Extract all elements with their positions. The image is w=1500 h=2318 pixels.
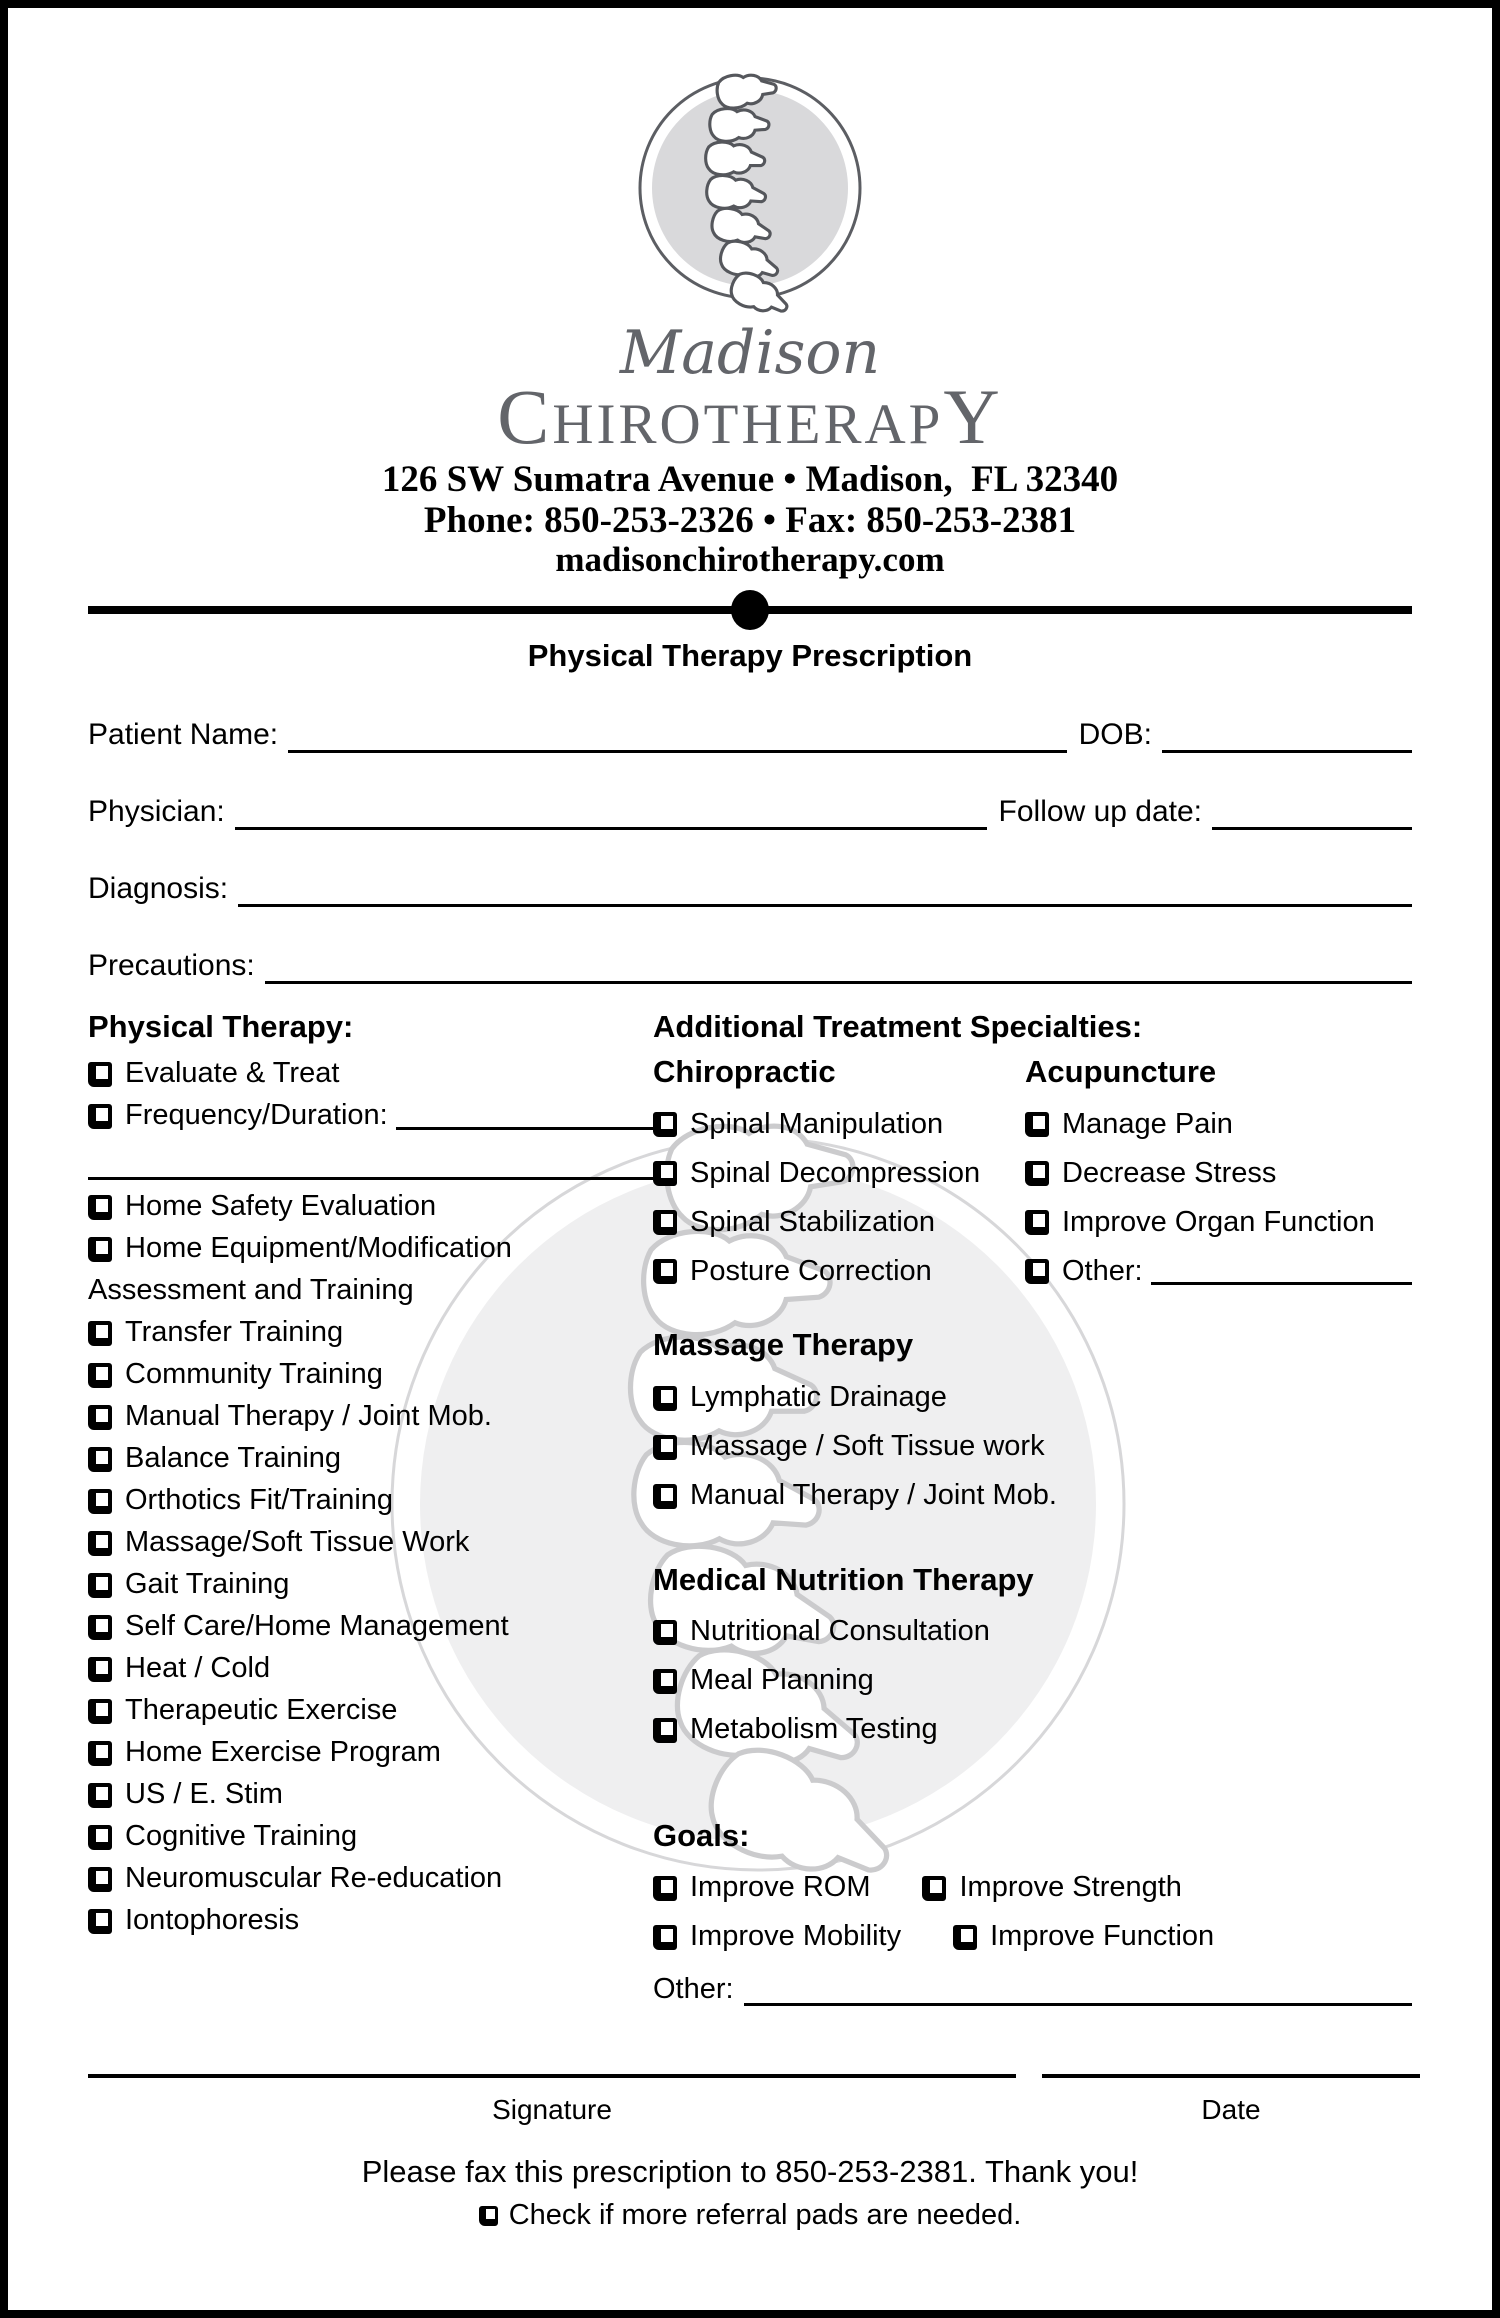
signature-line[interactable] xyxy=(88,2064,1016,2078)
diagnosis-label: Diagnosis: xyxy=(88,872,229,906)
acupuncture-heading: Acupuncture xyxy=(1025,1054,1217,1090)
fill-line[interactable] xyxy=(1151,1258,1412,1285)
follow-up-label: Follow up date: xyxy=(998,795,1202,829)
checkbox-icon[interactable] xyxy=(953,1925,977,1950)
checkbox-icon[interactable] xyxy=(88,1783,112,1808)
patient-name-label: Patient Name: xyxy=(88,718,279,752)
medical-nutrition-section xyxy=(653,1561,1412,1755)
checkbox-icon[interactable] xyxy=(653,1876,677,1901)
chiropractic-column xyxy=(653,1053,1021,1296)
acupuncture-list xyxy=(1025,1100,1412,1296)
referral-check-row xyxy=(8,2199,1492,2232)
checkbox-item: Home Equipment/Modification xyxy=(88,1228,653,1270)
checkbox-icon[interactable] xyxy=(88,1699,112,1724)
signature-block xyxy=(88,2064,1420,2126)
diagnosis-field[interactable] xyxy=(238,872,1412,907)
clinic-phone-fax: Phone: 850-253-2326 • Fax: 850-253-2381 xyxy=(423,499,1077,541)
patient-name-row xyxy=(88,718,1412,753)
checkbox-item: Posture Correction xyxy=(653,1247,1021,1296)
checkbox-icon[interactable] xyxy=(88,1195,112,1220)
checkbox-icon[interactable] xyxy=(88,1405,112,1430)
checkbox-icon[interactable] xyxy=(1025,1161,1049,1186)
precautions-field[interactable] xyxy=(265,949,1412,984)
checkbox-item: Improve ROM xyxy=(653,1872,870,1904)
checkbox-item: Home Exercise Program xyxy=(88,1732,653,1774)
clinic-caps-name: CHIROTHERAPY xyxy=(497,373,1003,460)
checkbox-icon[interactable] xyxy=(88,1363,112,1388)
page-title: Physical Therapy Prescription xyxy=(527,637,973,673)
checkbox-item: Cognitive Training xyxy=(88,1816,653,1858)
checkbox-icon[interactable] xyxy=(653,1112,677,1137)
clinic-address: 126 SW Sumatra Avenue • Madison, FL 32340 xyxy=(381,459,1119,501)
checkbox-item: Nutritional Consultation xyxy=(653,1608,1412,1657)
referral-note: Check if more referral pads are needed. xyxy=(508,2199,1022,2231)
checkbox-icon[interactable] xyxy=(653,1669,677,1694)
clinic-website: madisonchirotherapy.com xyxy=(555,540,945,580)
diagnosis-row xyxy=(88,872,1412,907)
checkbox-icon[interactable] xyxy=(653,1386,677,1411)
checkbox-icon[interactable] xyxy=(922,1876,946,1901)
checkbox-item: Neuromuscular Re-education xyxy=(88,1858,653,1900)
checkbox-item: Spinal Manipulation xyxy=(653,1100,1021,1149)
checkbox-item: Iontophoresis xyxy=(88,1900,653,1942)
checkbox-icon[interactable] xyxy=(88,1489,112,1514)
checkbox-item: Spinal Stabilization xyxy=(653,1198,1021,1247)
checkbox-icon[interactable] xyxy=(88,1909,112,1934)
signature-label: Signature xyxy=(492,2094,612,2125)
massage-therapy-heading: Massage Therapy xyxy=(653,1327,914,1363)
checkbox-item: Manual Therapy / Joint Mob. xyxy=(653,1472,1412,1521)
checkbox-item: Manage Pain xyxy=(1025,1100,1412,1149)
medical-nutrition-list xyxy=(653,1608,1412,1755)
clinic-script-name: Madison xyxy=(619,318,881,388)
goals-other-row xyxy=(653,1962,1412,2006)
chiropractic-list xyxy=(653,1100,1021,1296)
precautions-label: Precautions: xyxy=(88,949,255,983)
checkbox-item: Decrease Stress xyxy=(1025,1149,1412,1198)
physical-therapy-heading: Physical Therapy: xyxy=(88,1008,354,1044)
checkbox-item: Home Safety Evaluation xyxy=(88,1186,653,1228)
checkbox-item: Balance Training xyxy=(88,1438,653,1480)
checkbox-icon[interactable] xyxy=(1025,1112,1049,1137)
treatment-sections xyxy=(88,1008,1412,2006)
checkbox-item: Massage/Soft Tissue Work xyxy=(88,1522,653,1564)
checkbox-item: Transfer Training xyxy=(88,1312,653,1354)
checkbox-item: Gait Training xyxy=(88,1564,653,1606)
clinic-spine-logo-icon xyxy=(632,72,868,324)
medical-nutrition-heading: Medical Nutrition Therapy xyxy=(653,1561,1034,1597)
checkbox-icon[interactable] xyxy=(653,1259,677,1284)
date-line[interactable] xyxy=(1042,2064,1420,2078)
checkbox-item: Evaluate & Treat xyxy=(88,1053,653,1095)
checkbox-icon[interactable] xyxy=(479,2206,498,2226)
checkbox-icon[interactable] xyxy=(88,1573,112,1598)
fill-line[interactable] xyxy=(396,1103,653,1130)
checkbox-icon[interactable] xyxy=(88,1531,112,1556)
checkbox-item: Improve Strength xyxy=(922,1872,1181,1904)
massage-therapy-list xyxy=(653,1374,1412,1521)
fill-line-rule[interactable] xyxy=(88,1137,653,1180)
physical-therapy-section xyxy=(88,1008,653,1942)
goals-row-1 xyxy=(653,1864,1412,1913)
checkbox-item: Therapeutic Exercise xyxy=(88,1690,653,1732)
patient-name-field[interactable] xyxy=(288,718,1067,753)
divider-dot-icon xyxy=(731,590,769,630)
checkbox-item: Improve Mobility xyxy=(653,1921,901,1953)
additional-specialties-section xyxy=(653,1008,1412,2006)
fax-note: Please fax this prescription to 850-253-2381. Thank you! xyxy=(361,2154,1139,2189)
checkbox-icon[interactable] xyxy=(1025,1259,1049,1284)
checkbox-item: Meal Planning xyxy=(653,1657,1412,1706)
precautions-row xyxy=(88,949,1412,984)
follow-up-field[interactable] xyxy=(1212,795,1412,830)
checkbox-item: Improve Function xyxy=(953,1921,1214,1953)
checkbox-icon[interactable] xyxy=(88,1062,112,1087)
checkbox-item: Metabolism Testing xyxy=(653,1706,1412,1755)
checkbox-icon[interactable] xyxy=(653,1484,677,1509)
checkbox-icon[interactable] xyxy=(653,1161,677,1186)
checkbox-icon[interactable] xyxy=(88,1825,112,1850)
checkbox-item: Improve Organ Function xyxy=(1025,1198,1412,1247)
dob-label: DOB: xyxy=(1078,718,1152,752)
checkbox-item: Assessment and Training xyxy=(88,1274,414,1307)
goals-row-2 xyxy=(653,1913,1412,1962)
physical-therapy-list xyxy=(88,1053,653,1942)
checkbox-item: Self Care/Home Management xyxy=(88,1606,653,1648)
goals-other-label: Other: xyxy=(653,1972,734,2005)
checkbox-item: Other: xyxy=(1025,1247,1412,1296)
checkbox-item: Spinal Decompression xyxy=(653,1149,1021,1198)
checkbox-icon[interactable] xyxy=(653,1925,677,1950)
checkbox-item: Orthotics Fit/Training xyxy=(88,1480,653,1522)
checkbox-icon[interactable] xyxy=(88,1104,112,1129)
checkbox-item: US / E. Stim xyxy=(88,1774,653,1816)
physician-row xyxy=(88,795,1412,830)
additional-specialties-heading: Additional Treatment Specialties: xyxy=(653,1008,1143,1044)
checkbox-icon[interactable] xyxy=(653,1210,677,1235)
checkbox-icon[interactable] xyxy=(88,1657,112,1682)
date-label: Date xyxy=(1201,2094,1261,2125)
checkbox-item: Manual Therapy / Joint Mob. xyxy=(88,1396,653,1438)
patient-info-fields xyxy=(88,718,1412,984)
goals-heading: Goals: xyxy=(653,1817,750,1853)
checkbox-icon[interactable] xyxy=(1025,1210,1049,1235)
checkbox-icon[interactable] xyxy=(653,1620,677,1645)
checkbox-icon[interactable] xyxy=(88,1321,112,1346)
physician-field[interactable] xyxy=(235,795,987,830)
header-divider xyxy=(88,606,1412,614)
checkbox-item: Massage / Soft Tissue work xyxy=(653,1423,1412,1472)
acupuncture-column xyxy=(1025,1053,1412,1296)
checkbox-icon[interactable] xyxy=(88,1741,112,1766)
checkbox-icon[interactable] xyxy=(88,1867,112,1892)
checkbox-item: Lymphatic Drainage xyxy=(653,1374,1412,1423)
checkbox-item: Community Training xyxy=(88,1354,653,1396)
dob-field[interactable] xyxy=(1162,718,1412,753)
letterhead xyxy=(8,8,1492,580)
checkbox-icon[interactable] xyxy=(88,1447,112,1472)
physician-label: Physician: xyxy=(88,795,225,829)
checkbox-item: Frequency/Duration: xyxy=(88,1095,653,1137)
checkbox-icon[interactable] xyxy=(653,1718,677,1743)
massage-therapy-section xyxy=(653,1326,1412,1520)
goals-section xyxy=(653,1817,1412,2006)
footer xyxy=(8,2154,1492,2232)
checkbox-icon[interactable] xyxy=(88,1237,112,1262)
checkbox-item: Heat / Cold xyxy=(88,1648,653,1690)
checkbox-icon[interactable] xyxy=(653,1435,677,1460)
chiropractic-heading: Chiropractic xyxy=(653,1054,836,1090)
goals-other-field[interactable] xyxy=(744,1971,1412,2006)
checkbox-icon[interactable] xyxy=(88,1615,112,1640)
